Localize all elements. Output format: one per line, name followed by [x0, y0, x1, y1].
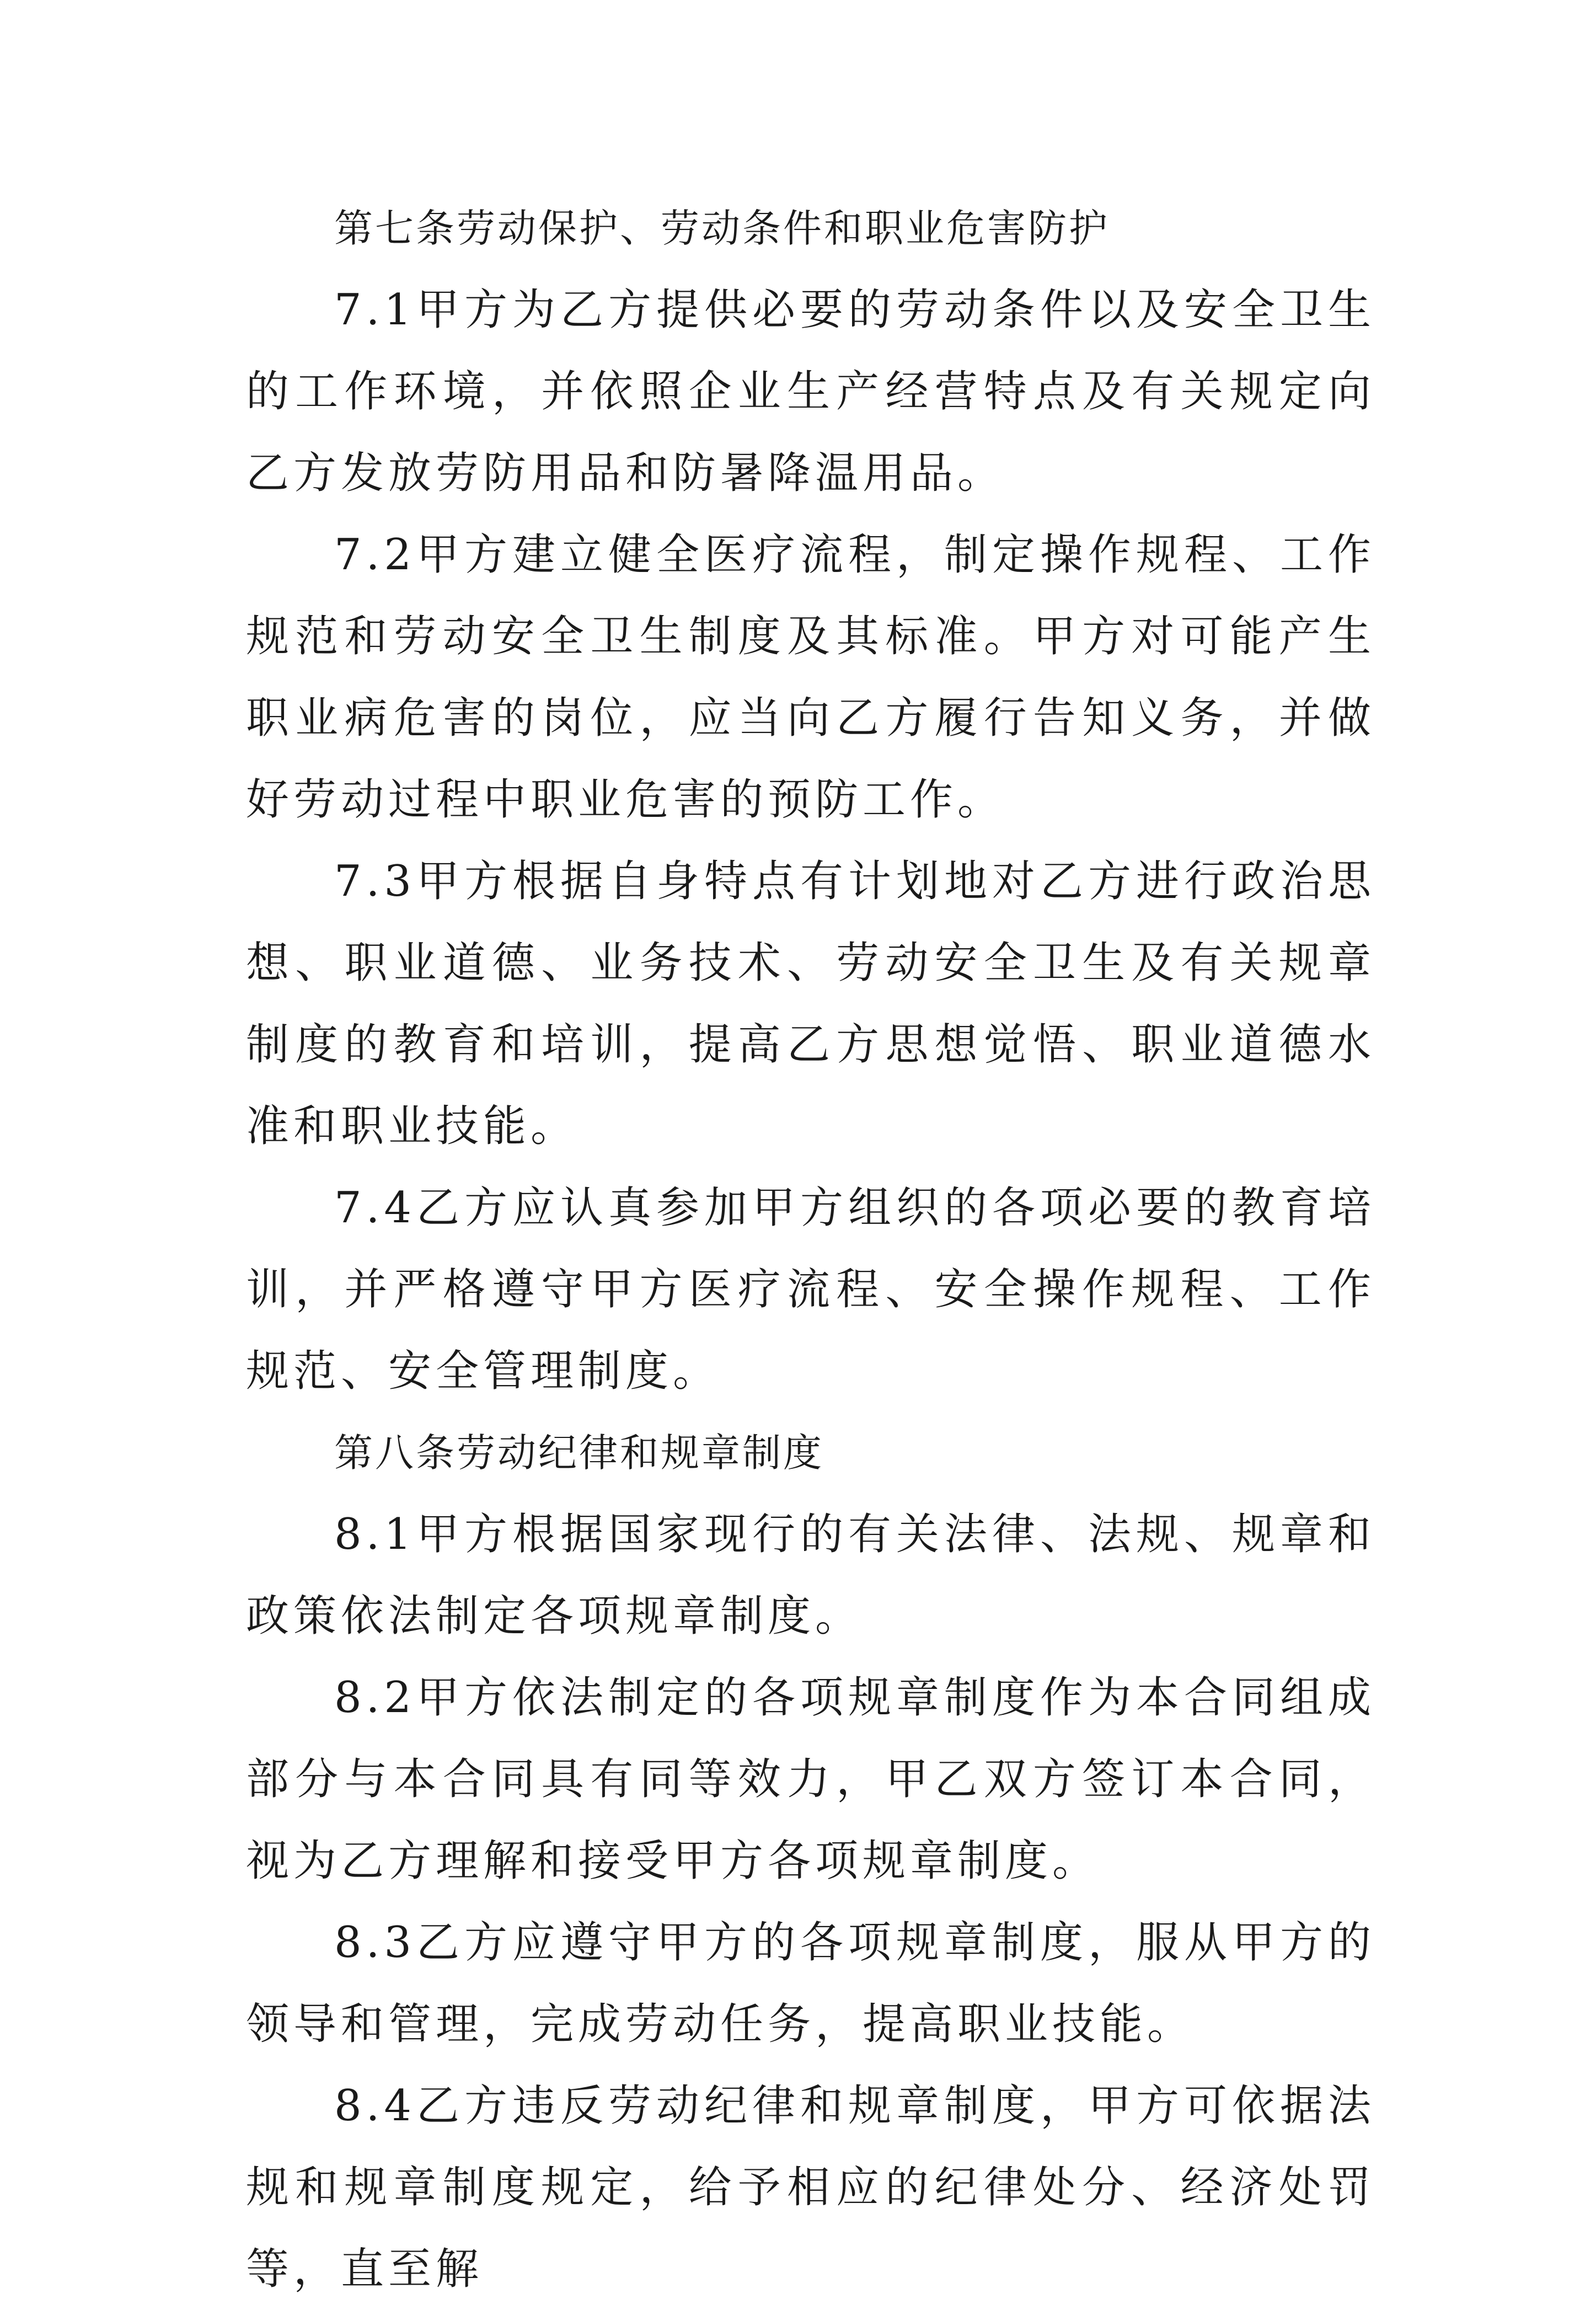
article-7-heading: 第七条劳动保护、劳动条件和职业危害防护	[334, 206, 1110, 251]
clause-8-1: 8.1甲方根据国家现行的有关法律、法规、规章和政策依法制定各项规章制度。	[246, 1510, 1375, 1641]
clause-7-3: 7.3甲方根据自身特点有计划地对乙方进行政治思想、职业道德、业务技术、劳动安全卫生及有关规章制度的教育和培训，提高乙方思想觉悟、职业道德水准和职业技能。	[246, 857, 1375, 1151]
clause-7-4: 7.4乙方应认真参加甲方组织的各项必要的教育培训，并严格遵守甲方医疗流程、安全操作规程、工作规范、安全管理制度。	[246, 1183, 1375, 1396]
article-8-heading: 第八条劳动纪律和规章制度	[334, 1430, 824, 1475]
clause-8-4: 8.4乙方违反劳动纪律和规章制度，甲方可依据法规和规章制度规定，给予相应的纪律处分、经济处罚等，直至解	[246, 2081, 1375, 2294]
clause-8-3: 8.3乙方应遵守甲方的各项规章制度，服从甲方的领导和管理，完成劳动任务，提高职业技能。	[246, 1918, 1375, 2049]
clause-7-2: 7.2甲方建立健全医疗流程，制定操作规程、工作规范和劳动安全卫生制度及其标准。甲方对可能产生职业病危害的岗位，应当向乙方履行告知义务，并做好劳动过程中职业危害的预防工作。	[246, 530, 1375, 825]
clause-7-1: 7.1甲方为乙方提供必要的劳动条件以及安全卫生的工作环境，并依照企业生产经营特点及有关规定向乙方发放劳防用品和防暑降温用品。	[246, 285, 1375, 498]
clause-8-2: 8.2甲方依法制定的各项规章制度作为本合同组成部分与本合同具有同等效力，甲乙双方签订本合同，视为乙方理解和接受甲方各项规章制度。	[246, 1673, 1375, 1886]
